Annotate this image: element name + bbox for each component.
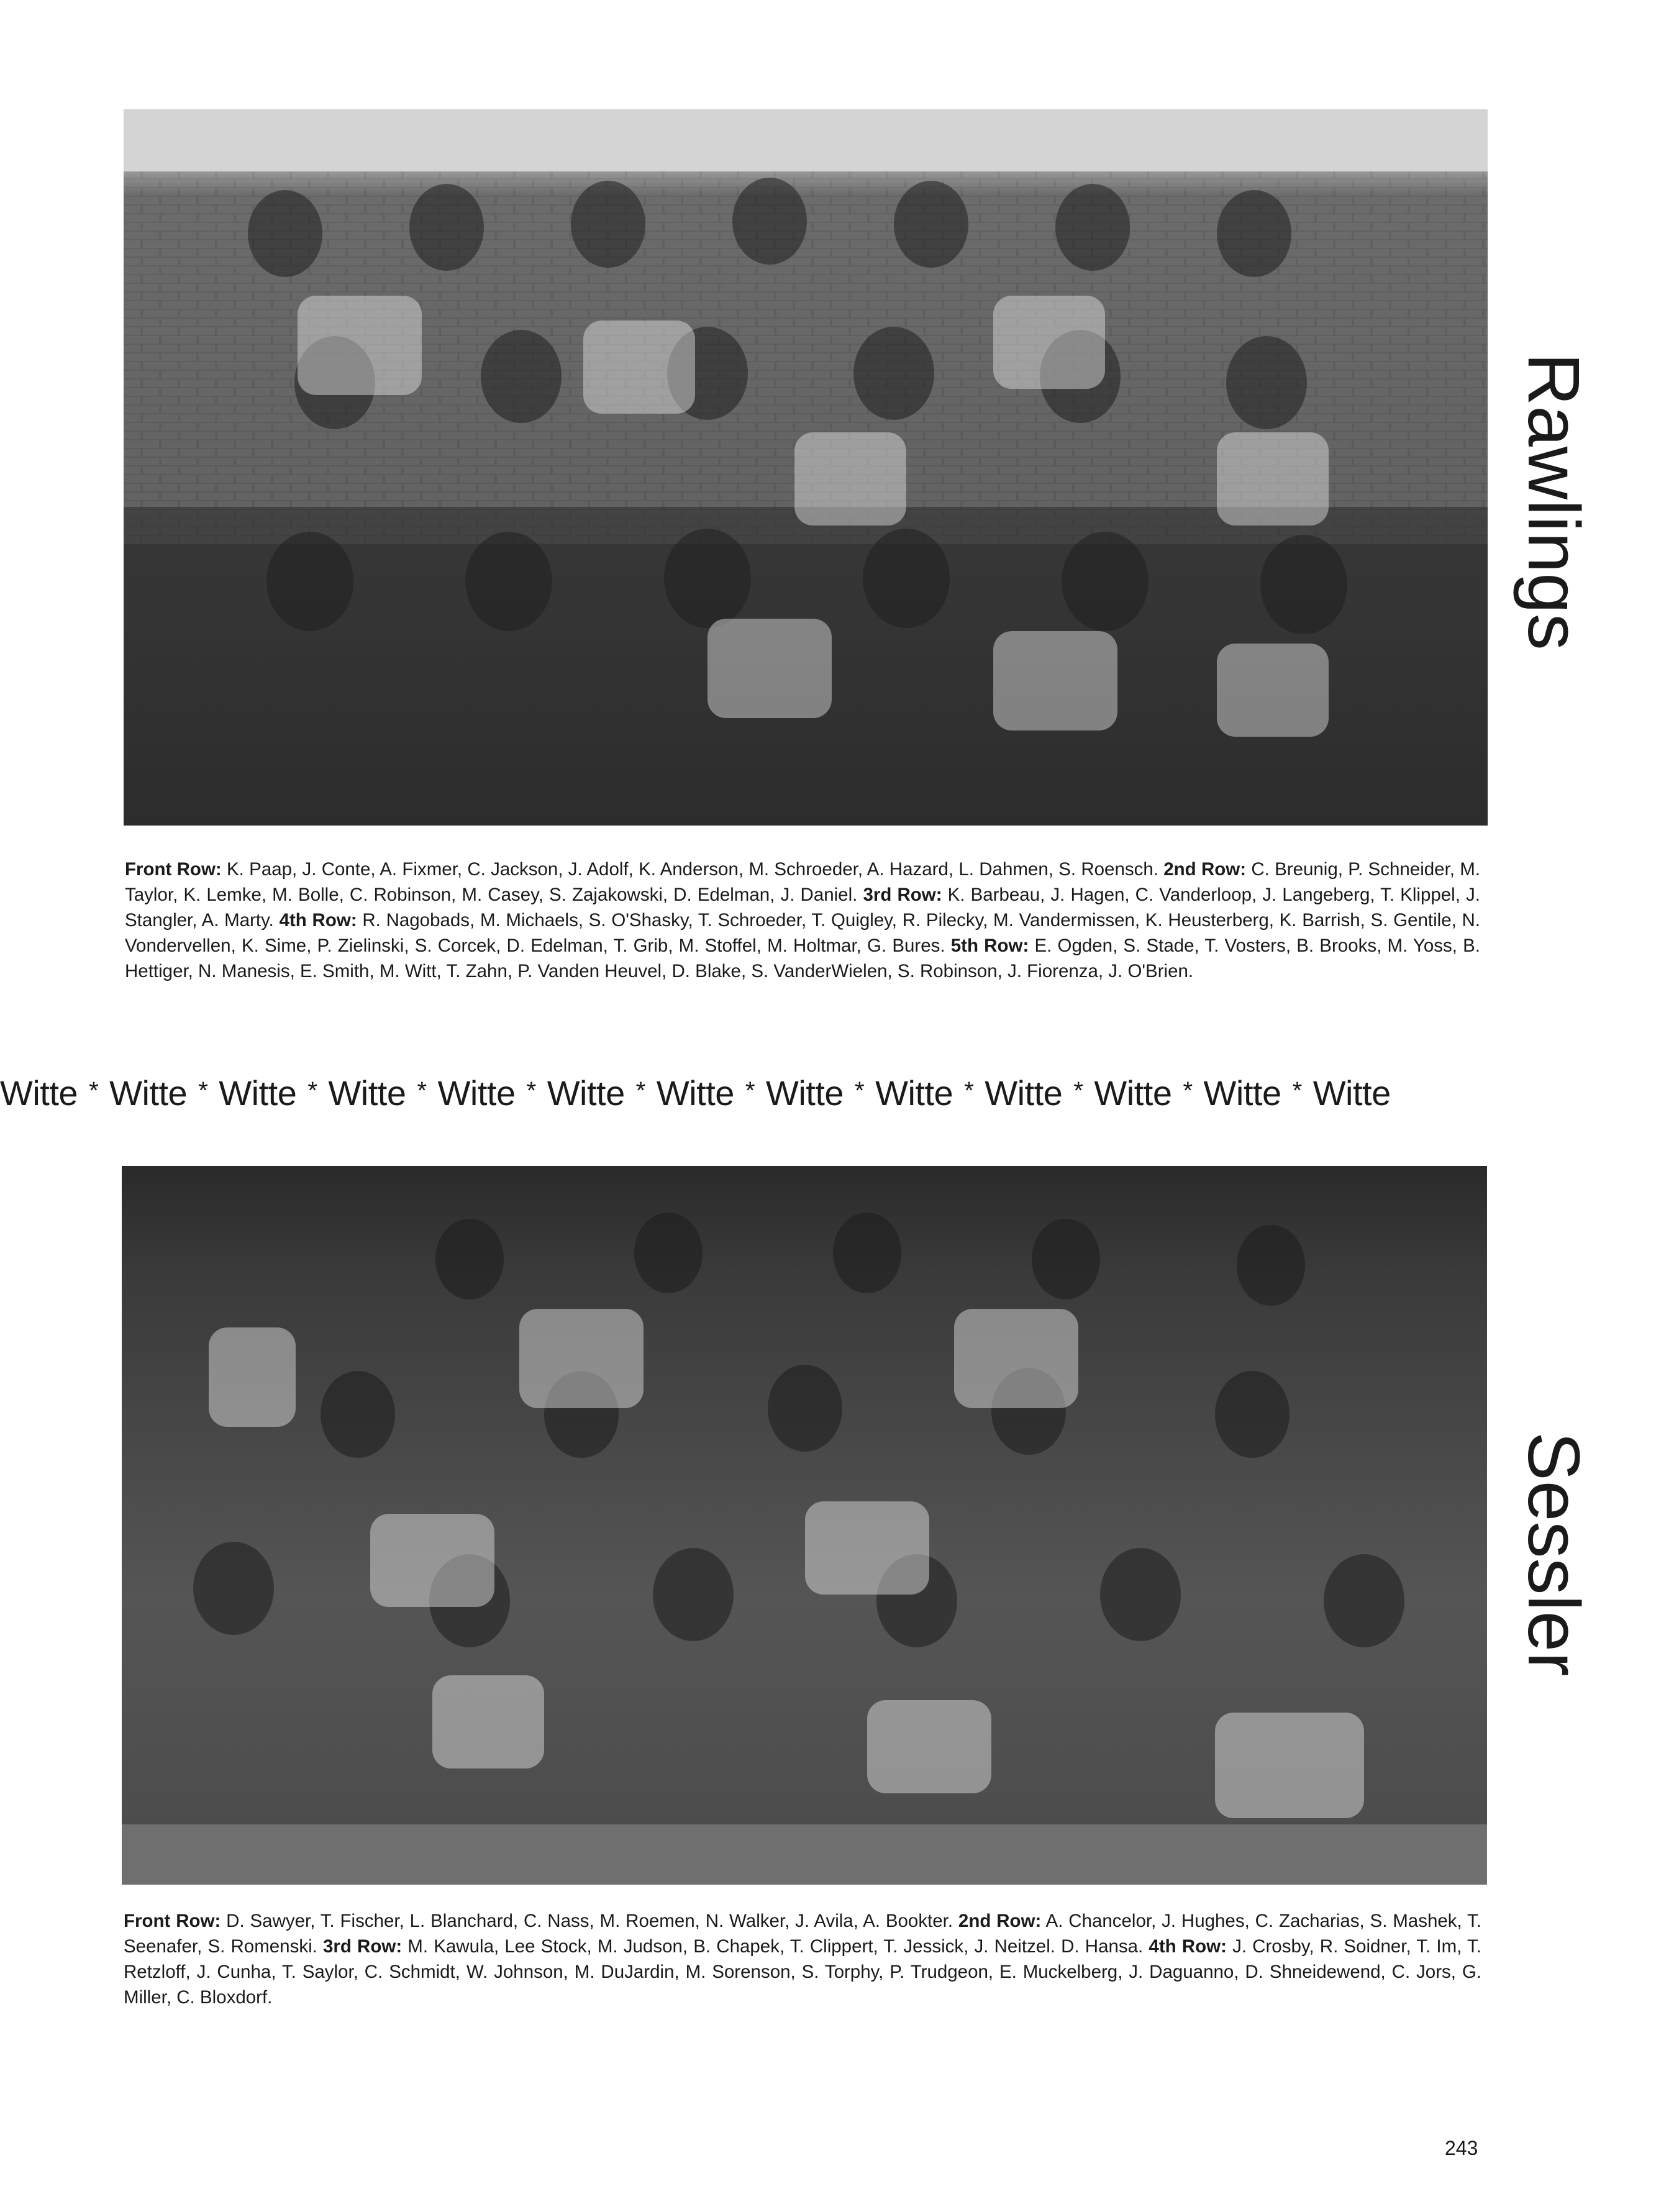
photo-placeholder-top: [124, 109, 1488, 826]
separator-star: *: [307, 1077, 317, 1104]
separator-word: Witte: [875, 1073, 953, 1113]
separator-word: Witte: [0, 1073, 78, 1113]
separator-star: *: [198, 1077, 208, 1104]
separator-star: *: [855, 1077, 865, 1104]
separator-word: Witte: [547, 1073, 625, 1113]
separator-star: *: [964, 1077, 974, 1104]
separator-star: *: [526, 1077, 536, 1104]
row-names: M. Kawula, Lee Stock, M. Judson, B. Chapek, T. Clippert, T. Jessick, J. Neitzel. D. Hansa.: [407, 1936, 1144, 1957]
separator-word: Witte: [328, 1073, 406, 1113]
separator-word: Witte: [1094, 1073, 1172, 1113]
house-label-sessler: Sessler: [1513, 1432, 1595, 1677]
row-names: J. Crosby, R. Soidner, T. Im, T. Retzloff, J. Cunha, T. Saylor, C. Schmidt, W. Johnson, M. DuJardin, M. Sorenson, S. Torphy, P. Trudgeon, E. Muckelberg, J. Daguanno, D. Shneidewend, C. Jors, G. Miller, C. Bloxdorf.: [124, 1936, 1481, 2008]
row-names: K. Barbeau, J. Hagen, C. Vanderloop, J. Langeberg, T. Klippel, J. Stangler, A. Marty.: [125, 885, 1480, 931]
caption-rawlings: [125, 857, 1480, 984]
row-label: Front Row:: [125, 859, 222, 880]
witte-separator: [0, 1068, 1656, 1122]
row-names: E. Ogden, S. Stade, T. Vosters, B. Brooks, M. Yoss, B. Hettiger, N. Manesis, E. Smith, M. Witt, T. Zahn, P. Vanden Heuvel, D. Blake, S. VanderWielen, S. Robinson, J. Fiorenza, J. O'Brien.: [125, 935, 1480, 981]
separator-star: *: [635, 1077, 645, 1104]
row-names: K. Paap, J. Conte, A. Fixmer, C. Jackson, J. Adolf, K. Anderson, M. Schroeder, A. Hazard, L. Dahmen, S. Roensch.: [227, 859, 1158, 880]
house-label-rawlings: Rawlings: [1513, 353, 1595, 650]
separator-star: *: [89, 1077, 99, 1104]
separator-word: Witte: [109, 1073, 188, 1113]
separator-word: Witte: [765, 1073, 844, 1113]
row-label: 2nd Row:: [958, 1911, 1042, 1931]
group-photo-sessler: [122, 1166, 1487, 1885]
row-names: A. Chancelor, J. Hughes, C. Zacharias, S. Mashek, T. Seenafer, S. Romenski.: [124, 1911, 1481, 1957]
separator-word: Witte: [437, 1073, 516, 1113]
separator-star: *: [745, 1077, 755, 1104]
row-label: 5th Row:: [950, 935, 1029, 956]
separator-star: *: [417, 1077, 427, 1104]
page-number: 243: [1445, 2137, 1478, 2159]
separator-star: *: [1183, 1077, 1193, 1104]
separator-word: Witte: [985, 1073, 1063, 1113]
caption-sessler: [124, 1908, 1481, 2010]
separator-word: Witte: [219, 1073, 297, 1113]
separator-star: *: [1292, 1077, 1302, 1104]
row-names: R. Nagobads, M. Michaels, S. O'Shasky, T. Schroeder, T. Quigley, R. Pilecky, M. Vandermissen, K. Heusterberg, K. Barrish, S. Gentile, N. Vondervellen, K. Sime, P. Zielinski, S. Corcek, D. Edelman, T. Grib, M. Stoffel, M. Holtmar, G. Bures.: [125, 910, 1481, 956]
separator-star: *: [1073, 1077, 1083, 1104]
row-names: C. Breunig, P. Schneider, M. Taylor, K. Lemke, M. Bolle, C. Robinson, M. Casey, S. Zajakowski, D. Edelman, J. Daniel.: [125, 859, 1480, 905]
row-label: Front Row:: [124, 1911, 221, 1931]
separator-word: Witte: [1313, 1073, 1391, 1113]
row-label: 4th Row:: [279, 910, 357, 931]
separator-word: Witte: [656, 1073, 734, 1113]
row-label: 2nd Row:: [1163, 859, 1247, 880]
row-names: D. Sawyer, T. Fischer, L. Blanchard, C. Nass, M. Roemen, N. Walker, J. Avila, A. Bookter.: [226, 1911, 953, 1931]
row-label: 4th Row:: [1149, 1936, 1227, 1957]
row-label: 3rd Row:: [863, 885, 942, 905]
group-photo-rawlings: [124, 109, 1488, 826]
separator-word: Witte: [1203, 1073, 1281, 1113]
row-label: 3rd Row:: [322, 1936, 403, 1957]
photo-placeholder-bottom: [122, 1166, 1487, 1885]
